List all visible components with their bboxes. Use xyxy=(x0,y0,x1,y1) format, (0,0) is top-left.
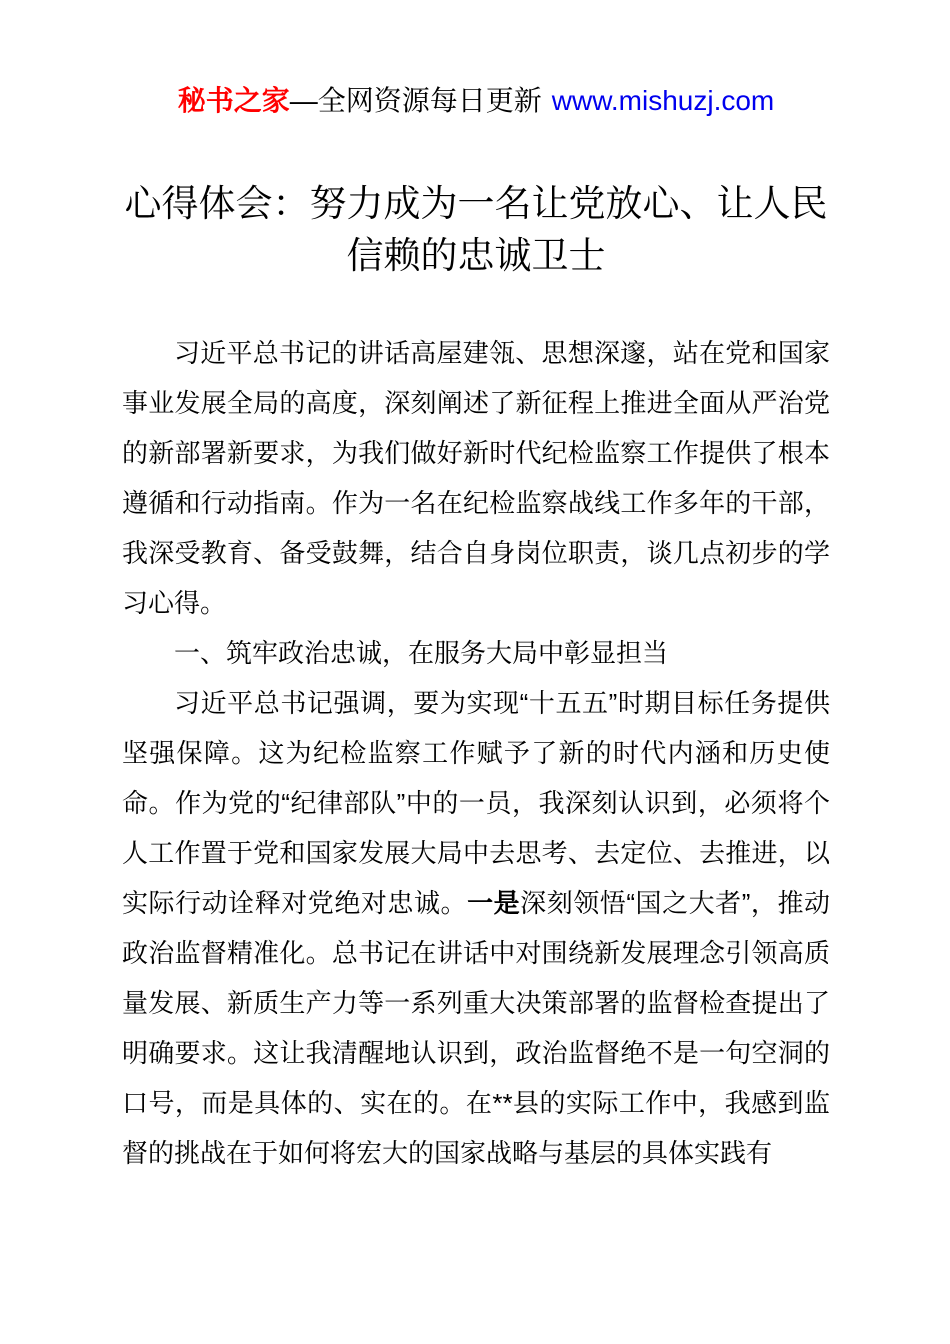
document-title-line2: 信赖的忠诚卫士 xyxy=(346,235,606,276)
document-body xyxy=(122,328,830,1178)
document-title-line1: 心得体会：努力成为一名让党放心、让人民 xyxy=(124,183,828,224)
site-header xyxy=(102,0,850,116)
body-paragraph xyxy=(122,328,830,628)
site-tagline: 全网资源每日更新 xyxy=(317,85,542,116)
bold-text-run: 一是 xyxy=(467,888,521,918)
body-paragraph xyxy=(122,678,830,1178)
text-run: 一、筑牢政治忠诚，在服务大局中彰显担当 xyxy=(174,638,669,668)
text-run: 深刻领悟“国之大者”，推动政治监督精准化。总书记在讲话中对围绕新发展理念引领高质量发展、新质生产力等一系列重大决策部署的监督检查提出了明确要求。这让我清醒地认识到，政治监督绝不是一句空洞的口号，而是具体的、实在的。在**县的实际工作中，我感到监督的挑战在于如何将宏大的国家战略与基层的具体实践有 xyxy=(122,888,830,1168)
brand-separator: — xyxy=(289,85,318,116)
text-run: 习近平总书记的讲话高屋建瓴、思想深邃，站在党和国家事业发展全局的高度，深刻阐述了新征程上推进全面从严治党的新部署新要求，为我们做好新时代纪检监察工作提供了根本遵循和行动指南。作为一名在纪检监察战线工作多年的干部，我深受教育、备受鼓舞，结合自身岗位职责，谈几点初步的学习心得。 xyxy=(122,338,830,618)
site-brand: 秘书之家 xyxy=(177,85,290,116)
section-heading xyxy=(122,628,830,678)
document-title xyxy=(122,178,830,282)
text-run: 习近平总书记强调，要为实现“十五五”时期目标任务提供坚强保障。这为纪检监察工作赋予了新的时代内涵和历史使命。作为党的“纪律部队”中的一员，我深刻认识到，必须将个人工作置于党和国家发展大局中去思考、去定位、去推进，以实际行动诠释对党绝对忠诚。 xyxy=(122,688,830,918)
site-url-link[interactable]: www.mishuzj.com xyxy=(551,85,775,116)
